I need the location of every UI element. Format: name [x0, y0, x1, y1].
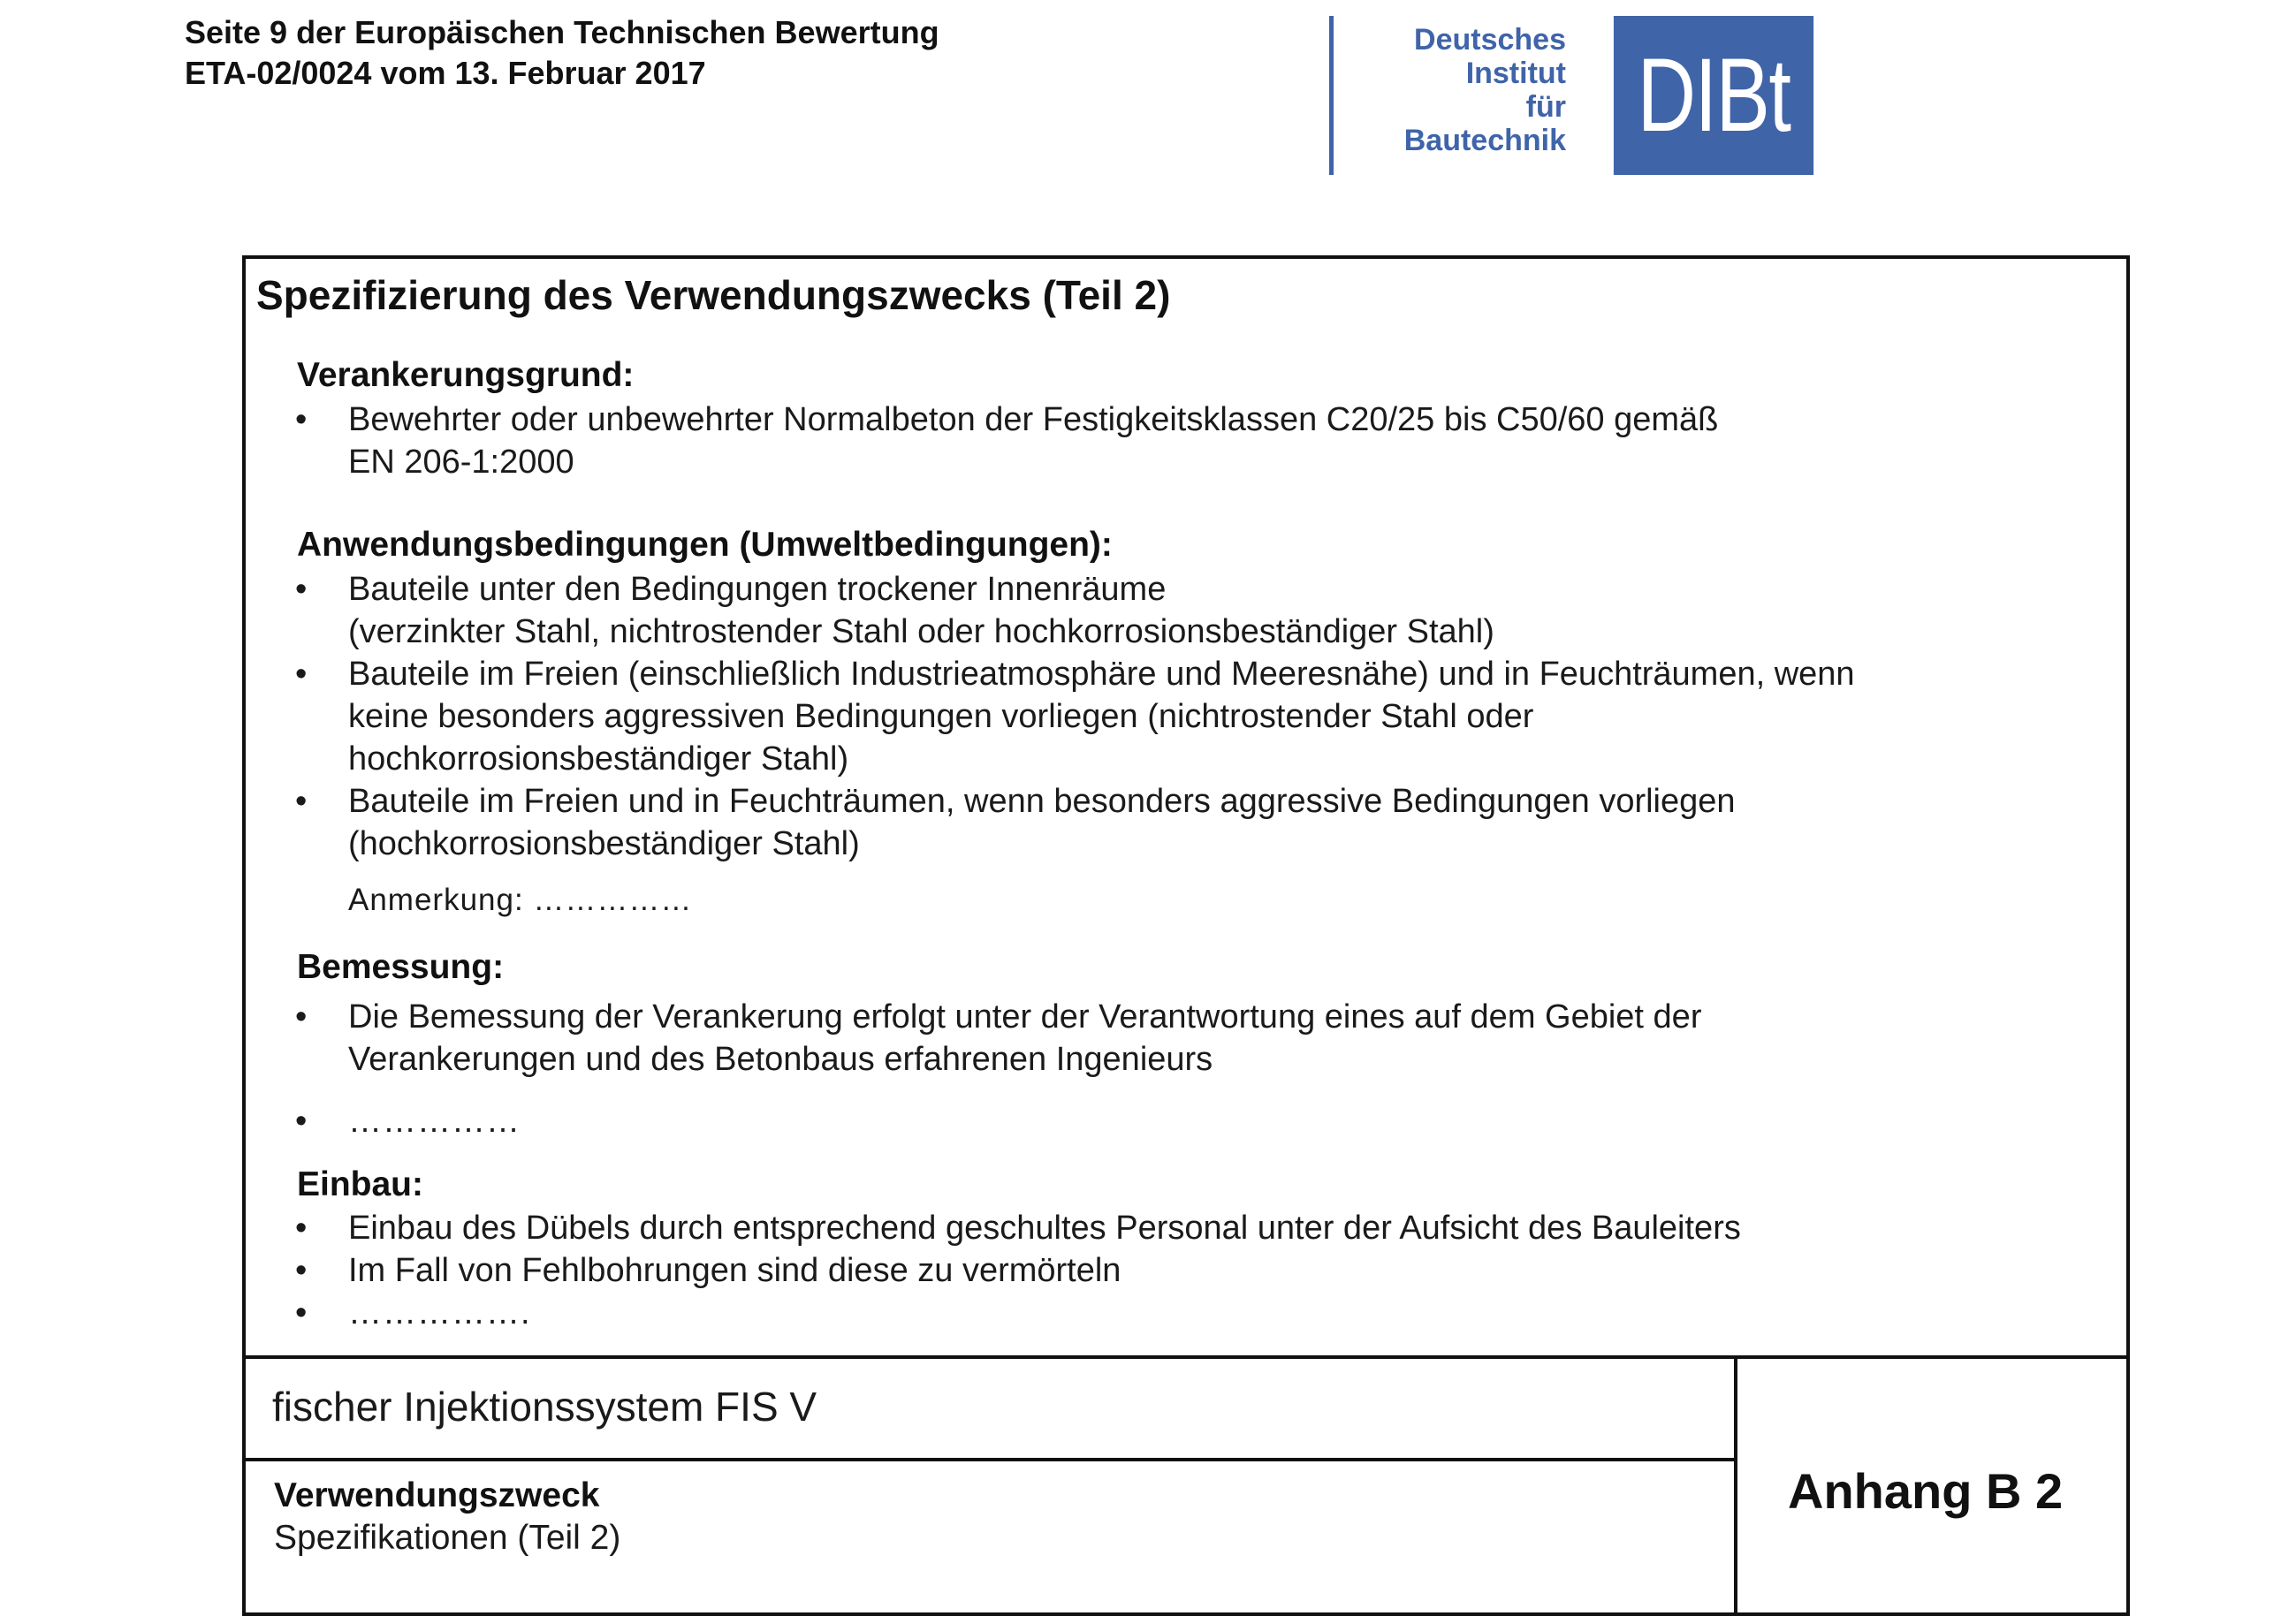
- footer-top-border: [246, 1355, 2126, 1359]
- annex-label: Anhang B 2: [1788, 1463, 2064, 1519]
- logo-box: DIBt: [1614, 16, 1813, 175]
- anchoring-item-1-line-1: Bewehrter oder unbewehrter Normalbeton der Festigkeitsklassen C20/25 bis C50/60 gemäß: [348, 401, 1719, 438]
- logo-word-3: für: [1525, 90, 1566, 124]
- product-name: fischer Injektionssystem FIS V: [272, 1384, 817, 1430]
- conditions-item-2-line-3: hochkorrosionsbeständiger Stahl): [348, 740, 849, 778]
- bullet-icon: •: [295, 1294, 308, 1331]
- purpose-subtitle: Spezifikationen (Teil 2): [274, 1519, 621, 1557]
- conditions-item-2-line-1: Bauteile im Freien (einschließlich Industrieatmosphäre und Meeresnähe) und in Feuchträumen, wenn: [348, 656, 1855, 693]
- logo-word-4: Bautechnik: [1403, 124, 1566, 157]
- installation-item-2-line-1: Im Fall von Fehlbohrungen sind diese zu vermörteln: [348, 1252, 1121, 1289]
- bullet-icon: •: [295, 1103, 308, 1140]
- design-item-1-line-1: Die Bemessung der Verankerung erfolgt unter der Verantwortung eines auf dem Gebiet der: [348, 998, 1702, 1036]
- conditions-note: [348, 883, 692, 918]
- design-heading: Bemessung:: [297, 948, 505, 986]
- conditions-item-2-line-2: keine besonders aggressiven Bedingungen vorliegen (nichtrostender Stahl oder: [348, 698, 1534, 735]
- header-line-1: Seite 9 der Europäischen Technischen Bewertung: [185, 14, 939, 50]
- conditions-item-3-line-2: (hochkorrosionsbeständiger Stahl): [348, 825, 860, 862]
- logo-word-2: Institut: [1465, 57, 1566, 90]
- design-item-1-line-2: Verankerungen und des Betonbaus erfahrenen Ingenieurs: [348, 1041, 1213, 1078]
- bullet-icon: •: [295, 571, 308, 608]
- document-header: [185, 12, 939, 94]
- installation-heading: Einbau:: [297, 1165, 423, 1203]
- conditions-item-3-line-1: Bauteile im Freien und in Feuchträumen, wenn besonders aggressive Bedingungen vorliegen: [348, 783, 1736, 820]
- conditions-note-text: Anmerkung: ……………: [348, 883, 693, 917]
- bullet-icon: •: [295, 1252, 308, 1289]
- installation-item-3-line-1: …………….: [348, 1294, 531, 1331]
- bullet-icon: •: [295, 401, 308, 438]
- page-title: Spezifizierung des Verwendungszwecks (Teil 2): [256, 272, 1171, 318]
- anchoring-item-1-line-2: EN 206-1:2000: [348, 444, 574, 481]
- bullet-icon: •: [295, 656, 308, 693]
- conditions-heading: Anwendungsbedingungen (Umweltbedingungen):: [297, 526, 1113, 564]
- header-line-2: ETA-02/0024 vom 13. Februar 2017: [185, 55, 706, 91]
- bullet-icon: •: [295, 1210, 308, 1247]
- logo-word-1: Deutsches: [1414, 23, 1566, 57]
- logo-wordmark: [1404, 23, 1566, 157]
- conditions-item-1-line-1: Bauteile unter den Bedingungen trockener Innenräume: [348, 571, 1167, 608]
- dibt-logo: [1329, 16, 1842, 175]
- purpose-title: Verwendungszweck: [274, 1476, 600, 1514]
- bullet-icon: •: [295, 783, 308, 820]
- footer-column-divider: [1734, 1355, 1737, 1616]
- footer-row-divider: [246, 1458, 1734, 1461]
- bullet-icon: •: [295, 998, 308, 1036]
- conditions-item-1-line-2: (verzinkter Stahl, nichtrostender Stahl oder hochkorrosionsbeständiger Stahl): [348, 613, 1494, 650]
- annex-frame: [242, 255, 2130, 1616]
- design-item-2-line-1: ……………: [348, 1103, 521, 1140]
- logo-divider: [1329, 16, 1334, 175]
- installation-item-1-line-1: Einbau des Dübels durch entsprechend geschultes Personal unter der Aufsicht des Bauleiters: [348, 1210, 1741, 1247]
- anchoring-heading: Verankerungsgrund:: [297, 356, 635, 394]
